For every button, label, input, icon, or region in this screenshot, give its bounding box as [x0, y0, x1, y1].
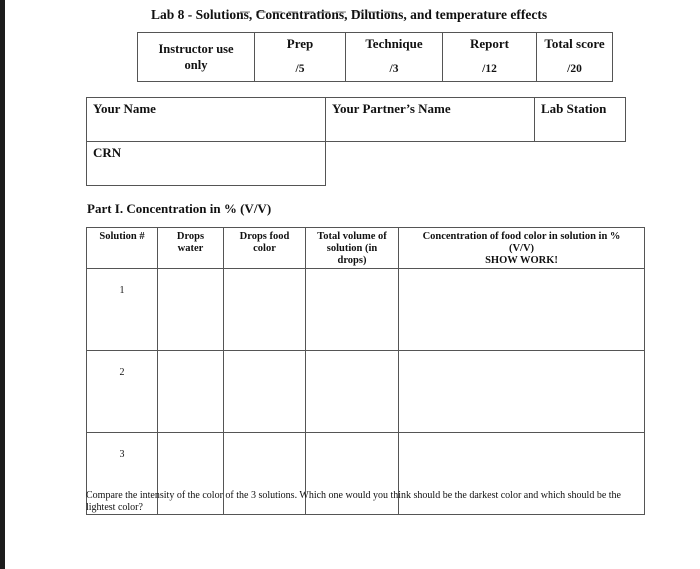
total-points: /20 [567, 63, 582, 75]
instructor-use-label-line1: Instructor use [158, 42, 234, 56]
concentration-header [399, 228, 645, 269]
your-name-field[interactable] [87, 98, 326, 142]
prep-points: /5 [295, 63, 305, 75]
total-score-header: Total score [537, 33, 613, 60]
solution-header: Solution # [87, 228, 158, 269]
comparison-question: Compare the intensity of the color of the 3 solutions. Which one would you think should be the darkest color and which should be the lightest color? [86, 490, 621, 513]
table-row [87, 351, 645, 433]
solution-number: 2 [87, 351, 158, 433]
blank-area [326, 142, 626, 186]
part1-heading: Part I. Concentration in % (V/V) [87, 201, 272, 216]
crn-label: CRN [93, 145, 122, 160]
total-volume-input[interactable] [306, 269, 399, 351]
drops-water-input[interactable] [158, 351, 224, 433]
prep-header: Prep [255, 33, 346, 60]
technique-header: Technique [346, 33, 443, 60]
drops-food-color-input[interactable] [224, 269, 306, 351]
instructor-use-cell [138, 33, 255, 82]
show-work-label: SHOW WORK! [485, 255, 558, 266]
concentration-table [86, 227, 645, 515]
technique-points-cell[interactable] [346, 59, 443, 82]
solution-number: 3 [87, 433, 158, 515]
prep-points-cell[interactable] [255, 59, 346, 82]
technique-points: /3 [389, 63, 399, 75]
lab-title: Lab 8 - Solutions, Concentrations, Dilutions, and temperature effects [151, 7, 548, 22]
lab-station-label: Lab Station [541, 101, 607, 116]
total-volume-input[interactable] [306, 351, 399, 433]
instructor-use-label-line2: only [184, 58, 208, 72]
drops-water-input[interactable] [158, 269, 224, 351]
total-points-cell[interactable] [537, 59, 613, 82]
page-left-edge [0, 0, 5, 569]
drops-food-color-input[interactable] [224, 351, 306, 433]
report-points-cell[interactable] [443, 59, 537, 82]
total-volume-header: Total volume of solution (in drops) [306, 228, 399, 269]
cropped-header-remnant [240, 0, 470, 3]
concentration-header-text: Concentration of food color in solution in % (V/V) [422, 231, 621, 254]
crn-field[interactable] [87, 142, 326, 186]
partner-name-label: Your Partner’s Name [332, 101, 451, 116]
table-row [87, 269, 645, 351]
lab-station-field[interactable] [535, 98, 626, 142]
concentration-input[interactable] [399, 269, 645, 351]
names-table [86, 97, 626, 186]
your-name-label: Your Name [93, 101, 156, 116]
concentration-input[interactable] [399, 351, 645, 433]
score-table [137, 32, 613, 82]
report-points: /12 [482, 63, 497, 75]
report-header: Report [443, 33, 537, 60]
drops-water-header: Drops water [158, 228, 224, 269]
solution-number: 1 [87, 269, 158, 351]
partner-name-field[interactable] [326, 98, 535, 142]
drops-food-color-header: Drops food color [224, 228, 306, 269]
